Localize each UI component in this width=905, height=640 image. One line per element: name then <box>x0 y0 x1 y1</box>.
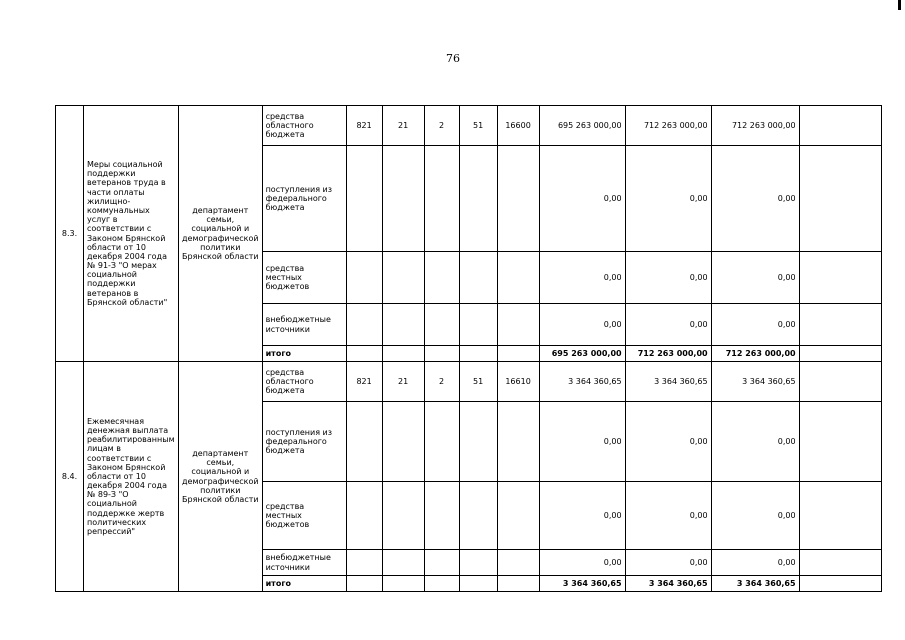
empty-cell <box>799 106 881 146</box>
empty-cell <box>799 482 881 550</box>
funding-source-total: итого <box>262 576 346 592</box>
empty-cell <box>497 576 539 592</box>
empty-cell <box>799 402 881 482</box>
empty-cell <box>382 252 424 304</box>
empty-cell <box>346 576 382 592</box>
empty-cell <box>346 402 382 482</box>
empty-cell <box>459 304 497 346</box>
empty-cell <box>459 482 497 550</box>
amount-year-1: 0,00 <box>539 252 625 304</box>
page-number: 76 <box>446 52 460 65</box>
empty-cell <box>459 346 497 362</box>
code-cell: 21 <box>382 106 424 146</box>
amount-year-2: 0,00 <box>625 252 711 304</box>
amount-year-3: 0,00 <box>711 402 799 482</box>
empty-cell <box>424 346 459 362</box>
row-index: 8.4. <box>56 362 84 592</box>
amount-year-1: 0,00 <box>539 482 625 550</box>
empty-cell <box>424 550 459 576</box>
code-cell: 16610 <box>497 362 539 402</box>
amount-year-2: 0,00 <box>625 402 711 482</box>
amount-year-3: 712 263 000,00 <box>711 106 799 146</box>
empty-cell <box>424 304 459 346</box>
empty-cell <box>799 252 881 304</box>
amount-year-1: 0,00 <box>539 402 625 482</box>
amount-year-3: 0,00 <box>711 252 799 304</box>
amount-year-2: 712 263 000,00 <box>625 106 711 146</box>
empty-cell <box>424 576 459 592</box>
funding-source: средства областного бюджета <box>262 362 346 402</box>
empty-cell <box>459 550 497 576</box>
amount-year-1: 0,00 <box>539 550 625 576</box>
amount-year-1: 0,00 <box>539 146 625 252</box>
amount-year-3: 3 364 360,65 <box>711 362 799 402</box>
empty-cell <box>799 362 881 402</box>
amount-year-3: 0,00 <box>711 304 799 346</box>
code-cell: 2 <box>424 362 459 402</box>
amount-year-2: 0,00 <box>625 304 711 346</box>
amount-year-1: 0,00 <box>539 304 625 346</box>
empty-cell <box>799 304 881 346</box>
empty-cell <box>799 550 881 576</box>
empty-cell <box>799 146 881 252</box>
empty-cell <box>382 402 424 482</box>
empty-cell <box>424 402 459 482</box>
code-cell: 51 <box>459 106 497 146</box>
funding-source: средства местных бюджетов <box>262 482 346 550</box>
table-row <box>56 106 882 146</box>
amount-year-1: 695 263 000,00 <box>539 106 625 146</box>
funding-source: поступления из федерального бюджета <box>262 402 346 482</box>
empty-cell <box>346 482 382 550</box>
empty-cell <box>382 304 424 346</box>
total-year-3: 712 263 000,00 <box>711 346 799 362</box>
funding-source-total: итого <box>262 346 346 362</box>
empty-cell <box>346 146 382 252</box>
amount-year-2: 3 364 360,65 <box>625 362 711 402</box>
empty-cell <box>382 346 424 362</box>
empty-cell <box>346 252 382 304</box>
empty-cell <box>424 482 459 550</box>
empty-cell <box>799 346 881 362</box>
measure-description: Ежемесячная денежная выплата реабилитированным лицам в соответствии с Законом Брянской области от 10 декабря 2004 года № 89-З "О социальной поддержке жертв политических репрессий" <box>84 362 179 592</box>
executor-cell: департамент семьи, социальной и демографической политики Брянской области <box>179 106 263 362</box>
amount-year-2: 0,00 <box>625 550 711 576</box>
empty-cell <box>497 146 539 252</box>
empty-cell <box>497 550 539 576</box>
amount-year-1: 3 364 360,65 <box>539 362 625 402</box>
budget-table <box>55 105 882 592</box>
scan-edge-mark <box>898 0 901 10</box>
empty-cell <box>459 252 497 304</box>
empty-cell <box>497 482 539 550</box>
budget-table-body <box>56 106 882 592</box>
empty-cell <box>346 346 382 362</box>
code-cell: 2 <box>424 106 459 146</box>
executor-cell: департамент семьи, социальной и демографической политики Брянской области <box>179 362 263 592</box>
empty-cell <box>799 576 881 592</box>
row-index: 8.3. <box>56 106 84 362</box>
measure-description: Меры социальной поддержки ветеранов труда в части оплаты жилищно-коммунальных услуг в соответствии с Законом Брянской области от 10 декабря 2004 года № 91-З "О мерах социальной поддержки ветеранов в Брянской области" <box>84 106 179 362</box>
empty-cell <box>382 482 424 550</box>
total-year-1: 3 364 360,65 <box>539 576 625 592</box>
amount-year-3: 0,00 <box>711 146 799 252</box>
table-row <box>56 362 882 402</box>
empty-cell <box>424 146 459 252</box>
total-year-2: 3 364 360,65 <box>625 576 711 592</box>
code-cell: 16600 <box>497 106 539 146</box>
amount-year-2: 0,00 <box>625 482 711 550</box>
funding-source: внебюджетные источники <box>262 304 346 346</box>
code-cell: 821 <box>346 106 382 146</box>
empty-cell <box>382 146 424 252</box>
amount-year-2: 0,00 <box>625 146 711 252</box>
empty-cell <box>424 252 459 304</box>
code-cell: 821 <box>346 362 382 402</box>
empty-cell <box>459 576 497 592</box>
amount-year-3: 0,00 <box>711 482 799 550</box>
empty-cell <box>382 576 424 592</box>
total-year-1: 695 263 000,00 <box>539 346 625 362</box>
empty-cell <box>459 146 497 252</box>
amount-year-3: 0,00 <box>711 550 799 576</box>
empty-cell <box>497 304 539 346</box>
funding-source: средства местных бюджетов <box>262 252 346 304</box>
total-year-3: 3 364 360,65 <box>711 576 799 592</box>
empty-cell <box>346 550 382 576</box>
funding-source: средства областного бюджета <box>262 106 346 146</box>
empty-cell <box>346 304 382 346</box>
total-year-2: 712 263 000,00 <box>625 346 711 362</box>
empty-cell <box>382 550 424 576</box>
funding-source: внебюджетные источники <box>262 550 346 576</box>
empty-cell <box>497 346 539 362</box>
code-cell: 21 <box>382 362 424 402</box>
empty-cell <box>497 402 539 482</box>
empty-cell <box>459 402 497 482</box>
funding-source: поступления из федерального бюджета <box>262 146 346 252</box>
code-cell: 51 <box>459 362 497 402</box>
empty-cell <box>497 252 539 304</box>
